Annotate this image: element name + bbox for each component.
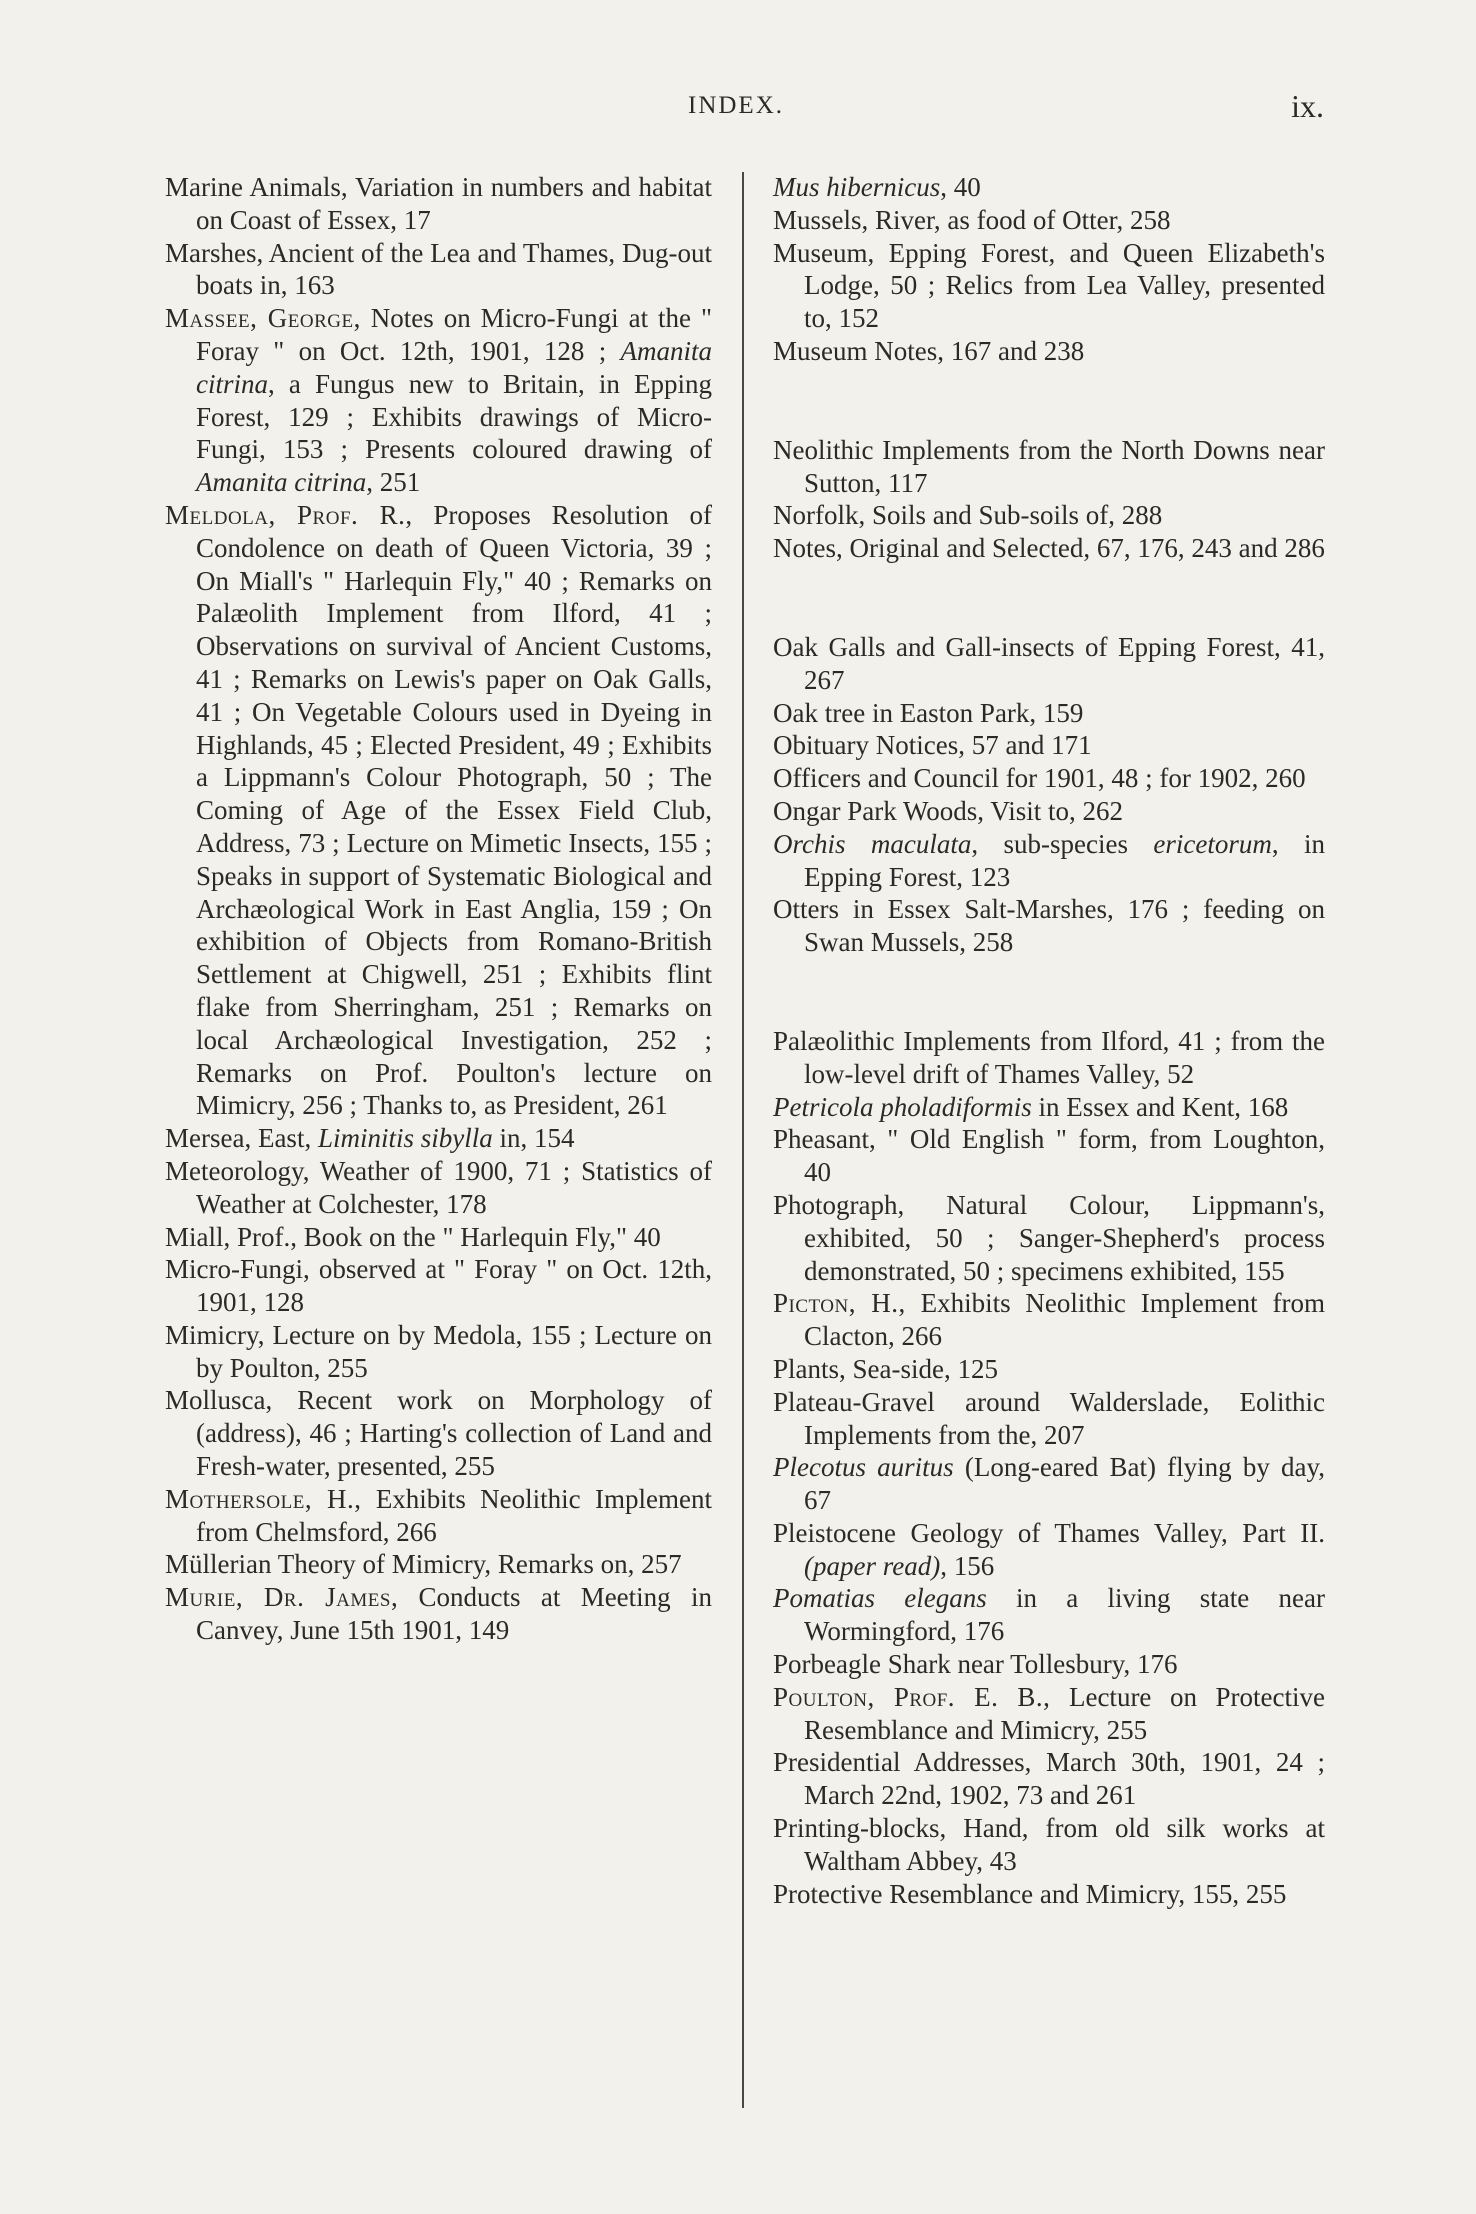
entry-text: Marshes, Ancient of the Lea and Thames, Dug-out boats in, 163	[165, 237, 712, 301]
entry-text: , sub-species	[971, 828, 1154, 859]
author-name: Massee, George,	[165, 303, 361, 334]
entry-text: Obituary Notices, 57 and 171	[773, 730, 1092, 761]
italic-term: Pomatias elegans	[773, 1583, 987, 1614]
index-entry	[773, 697, 1325, 730]
index-entry	[773, 1582, 1325, 1648]
entry-text: Protective Resemblance and Mimicry, 155, 255	[773, 1878, 1287, 1909]
index-entry	[165, 1483, 712, 1549]
italic-term: Mus hibernicus	[773, 172, 941, 202]
entry-text: , 156	[940, 1550, 995, 1581]
entry-text: Otters in Essex Salt-Marshes, 176 ; feeding on Swan Mussels, 258	[773, 894, 1325, 958]
italic-term: Plecotus auritus	[773, 1452, 954, 1483]
index-entry	[165, 171, 712, 237]
italic-term: Amanita citrina	[196, 335, 712, 399]
index-entry	[773, 1746, 1325, 1812]
entry-text: Müllerian Theory of Mimicry, Remarks on, 257	[165, 1549, 682, 1580]
entry-text: in Essex and Kent, 168	[1031, 1091, 1289, 1122]
entry-text: Ongar Park Woods, Visit to, 262	[773, 795, 1123, 826]
letter-section-gap	[773, 565, 1325, 631]
entry-text: Mersea, East,	[165, 1123, 318, 1154]
entry-text: (Long-eared Bat) flying by day, 67	[804, 1452, 1325, 1516]
italic-term: Liminitis sibylla	[317, 1123, 493, 1154]
index-entry	[773, 1189, 1325, 1287]
index-entry	[773, 762, 1325, 795]
entry-text: Mollusca, Recent work on Morphology of (address), 46 ; Harting's collection of Land and Fresh-water, presented, 255	[165, 1385, 712, 1482]
running-title: INDEX.	[688, 92, 785, 119]
entry-text: Notes, Original and Selected, 67, 176, 243 and 286	[773, 533, 1325, 564]
entry-text: Miall, Prof., Book on the " Harlequin Fly," 40	[165, 1221, 661, 1252]
index-entry	[165, 1548, 712, 1581]
entry-text: , in Epping Forest, 123	[804, 828, 1325, 892]
index-entry	[773, 434, 1325, 500]
entry-text: Museum, Epping Forest, and Queen Elizabeth's Lodge, 50 ; Relics from Lea Valley, presented to, 152	[773, 237, 1325, 334]
entry-text: Micro-Fungi, observed at " Foray " on Oct. 12th, 1901, 128	[165, 1254, 712, 1318]
index-entry	[773, 729, 1325, 762]
index-entry	[773, 1353, 1325, 1386]
index-entry	[165, 1122, 712, 1155]
page-header	[0, 88, 1476, 132]
entry-text: Mussels, River, as food of Otter, 258	[773, 204, 1171, 235]
index-entry	[773, 1091, 1325, 1124]
index-entry	[773, 1287, 1325, 1353]
entry-text: Lecture on Protective Resemblance and Mimicry, 255	[804, 1681, 1325, 1745]
entry-text: Oak Galls and Gall-insects of Epping Forest, 41, 267	[773, 631, 1325, 695]
index-entry	[773, 335, 1325, 368]
author-name: Picton, H.,	[773, 1288, 906, 1319]
index-entry	[773, 499, 1325, 532]
index-entry	[773, 893, 1325, 959]
index-entry	[773, 1451, 1325, 1517]
entry-text: Norfolk, Soils and Sub-soils of, 288	[773, 500, 1163, 531]
author-name: Murie, Dr. James,	[165, 1582, 399, 1613]
index-entry	[773, 1878, 1325, 1911]
index-entry	[773, 631, 1325, 697]
index-entry	[773, 828, 1325, 894]
italic-term: ericetorum	[1153, 828, 1272, 859]
index-entry	[165, 1319, 712, 1385]
author-name: Meldola, Prof. R.,	[165, 499, 413, 530]
italic-term: Orchis maculata	[773, 828, 972, 859]
entry-text: Notes on Micro-Fungi at the " Foray " on Oct. 12th, 1901, 128 ;	[196, 303, 713, 366]
entry-text: Pheasant, " Old English " form, from Loughton, 40	[773, 1124, 1325, 1188]
index-entry	[773, 1517, 1325, 1583]
page-number: ix.	[1291, 88, 1324, 124]
entry-text: Porbeagle Shark near Tollesbury, 176	[773, 1649, 1178, 1680]
entry-text: Palæolithic Implements from Ilford, 41 ; from the low-level drift of Thames Valley, 52	[773, 1025, 1325, 1089]
index-entry	[773, 1648, 1325, 1681]
entry-text: Meteorology, Weather of 1900, 71 ; Statistics of Weather at Colchester, 178	[165, 1155, 712, 1219]
entry-text: Proposes Resolution of Condolence on death of Queen Victoria, 39 ; On Miall's " Harlequin Fly," 40 ; Remarks on Palæolith Implement from Ilford, 41 ; Observations on survival of Ancient Customs, 41 ; Remarks on Lewis's paper on Oak Galls, 41 ; On Vegetable Colours used in Dyeing in Highlands, 45 ; Elected President, 49 ; Exhibits a Lippmann's Colour Photograph, 50 ; The Coming of Age of the Essex Field Club, Address, 73 ; Lecture on Mimetic Insects, 155 ; Speaks in support of Systematic Biological and Archæological Work in East Anglia, 159 ; On exhibition of Objects from Romano-British Settlement at Chigwell, 251 ; Exhibits flint flake from Sherringham, 251 ; Remarks on local Archæological Investigation, 252 ; Remarks on Prof. Poulton's lecture on Mimicry, 256 ; Thanks to, as President, 261	[196, 499, 712, 1121]
entry-text: Officers and Council for 1901, 48 ; for 1902, 260	[773, 763, 1306, 794]
index-entry	[773, 204, 1325, 237]
letter-section-gap	[773, 368, 1325, 434]
index-entry	[165, 1253, 712, 1319]
index-entry	[165, 1384, 712, 1482]
index-entry	[773, 795, 1325, 828]
index-column-left	[165, 171, 712, 1647]
entry-text: Exhibits Neolithic Implement from Chelmsford, 266	[196, 1483, 712, 1547]
index-entry	[773, 1681, 1325, 1747]
entry-text: Plants, Sea-side, 125	[773, 1353, 998, 1384]
entry-text: , 251	[366, 467, 421, 498]
index-entry	[165, 1581, 712, 1647]
italic-term: Amanita citrina	[196, 467, 367, 498]
entry-text: Museum Notes, 167 and 238	[773, 335, 1085, 366]
italic-term: Petricola pholadiformis	[773, 1091, 1032, 1122]
index-entry	[165, 499, 712, 1122]
entry-text: in a living state near Wormingford, 176	[804, 1583, 1325, 1647]
entry-text: Mimicry, Lecture on by Medola, 155 ; Lecture on by Poulton, 255	[165, 1319, 712, 1383]
index-entry	[165, 302, 712, 499]
entry-text: Marine Animals, Variation in numbers and habitat on Coast of Essex, 17	[165, 172, 712, 235]
index-entry	[773, 1123, 1325, 1189]
entry-text: Printing-blocks, Hand, from old silk works at Waltham Abbey, 43	[773, 1813, 1325, 1876]
entry-text: Exhibits Neolithic Implement from Clacton, 266	[804, 1288, 1325, 1352]
entry-text: Photograph, Natural Colour, Lippmann's, exhibited, 50 ; Sanger-Shepherd's process demonstrated, 50 ; specimens exhibited, 155	[773, 1189, 1325, 1286]
index-entry	[773, 1386, 1325, 1452]
italic-term: (paper read)	[804, 1550, 941, 1581]
entry-text: Neolithic Implements from the North Downs near Sutton, 117	[773, 434, 1325, 498]
column-divider	[742, 172, 744, 2108]
index-entry	[773, 1812, 1325, 1878]
entry-text: Conducts at Meeting in Canvey, June 15th 1901, 149	[196, 1582, 712, 1646]
author-name: Mothersole, H.,	[165, 1483, 362, 1514]
index-entry	[165, 1155, 712, 1221]
index-entry	[773, 532, 1325, 565]
entry-text: Oak tree in Easton Park, 159	[773, 697, 1084, 728]
index-entry	[165, 1221, 712, 1254]
index-entry	[773, 1025, 1325, 1091]
index-entry	[773, 237, 1325, 335]
index-column-right	[773, 171, 1325, 1910]
entry-text: in, 154	[492, 1123, 575, 1154]
letter-section-gap	[773, 959, 1325, 1025]
entry-text: , a Fungus new to Britain, in Epping Forest, 129 ; Exhibits drawings of Micro-Fungi, 153 ; Presents coloured drawing of	[196, 368, 712, 465]
author-name: Poulton, Prof. E. B.,	[773, 1681, 1051, 1712]
entry-text: Presidential Addresses, March 30th, 1901, 24 ; March 22nd, 1902, 73 and 261	[773, 1747, 1325, 1811]
entry-text: Plateau-Gravel around Walderslade, Eolithic Implements from the, 207	[773, 1386, 1325, 1450]
index-entry	[165, 237, 712, 303]
entry-text: , 40	[940, 172, 981, 202]
entry-text: Pleistocene Geology of Thames Valley, Part II.	[773, 1517, 1325, 1548]
index-entry	[773, 171, 1325, 204]
